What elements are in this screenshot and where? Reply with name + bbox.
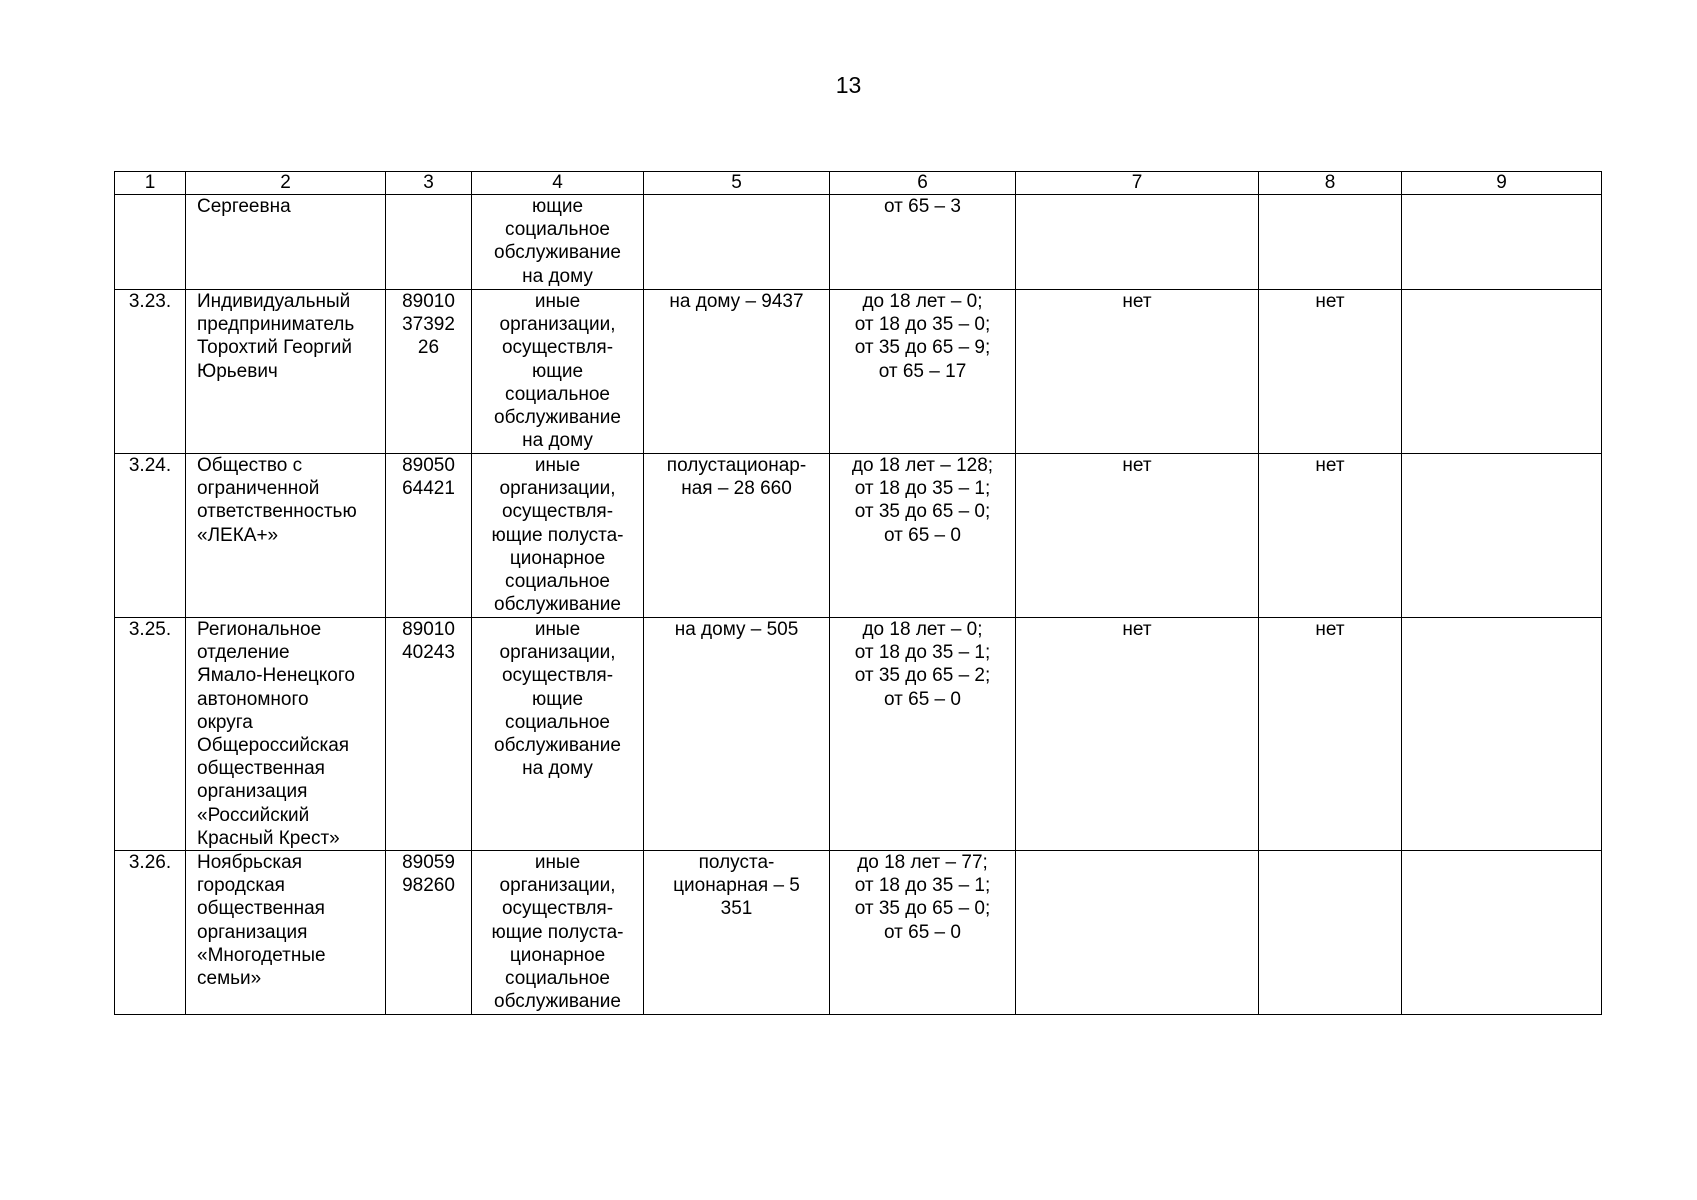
organization-name-cell: Сергеевна — [186, 195, 386, 290]
column-9-cell — [1402, 851, 1602, 1015]
column-8-cell: нет — [1259, 290, 1402, 454]
organization-type-cell: ющие социальное обслуживание на дому — [472, 195, 644, 290]
age-groups-cell: до 18 лет – 0; от 18 до 35 – 0; от 35 до 65 – 9; от 65 – 17 — [830, 290, 1016, 454]
service-form-cell: на дому – 505 — [644, 618, 830, 851]
organization-name-cell: Общество с ограниченной ответственностью «ЛЕКА+» — [186, 454, 386, 618]
service-form-cell: на дому – 9437 — [644, 290, 830, 454]
organization-name-cell: Региональное отделение Ямало-Ненецкого автономного округа Общероссийская общественная организация «Российский Красный Крест» — [186, 618, 386, 851]
inn-cell — [386, 195, 472, 290]
column-7-cell: нет — [1016, 454, 1259, 618]
organization-type-cell: иные организации, осуществля- ющие полуста- ционарное социальное обслуживание — [472, 851, 644, 1015]
row-number-cell: 3.23. — [115, 290, 186, 454]
age-groups-cell: от 65 – 3 — [830, 195, 1016, 290]
column-7-cell — [1016, 195, 1259, 290]
column-header: 3 — [386, 172, 472, 195]
column-9-cell — [1402, 195, 1602, 290]
column-7-cell — [1016, 851, 1259, 1015]
inn-cell: 89059 98260 — [386, 851, 472, 1015]
table-row — [115, 618, 1602, 851]
column-header: 4 — [472, 172, 644, 195]
page-number: 13 — [835, 72, 862, 98]
organization-name-cell: Ноябрьская городская общественная организация «Многодетные семьи» — [186, 851, 386, 1015]
column-8-cell — [1259, 195, 1402, 290]
service-form-cell: полустационар- ная – 28 660 — [644, 454, 830, 618]
row-number-cell: 3.24. — [115, 454, 186, 618]
column-9-cell — [1402, 290, 1602, 454]
table-row — [115, 195, 1602, 290]
organization-type-cell: иные организации, осуществля- ющие полуста- ционарное социальное обслуживание — [472, 454, 644, 618]
column-header: 2 — [186, 172, 386, 195]
inn-cell: 89010 40243 — [386, 618, 472, 851]
column-9-cell — [1402, 618, 1602, 851]
organization-type-cell: иные организации, осуществля- ющие социальное обслуживание на дому — [472, 618, 644, 851]
age-groups-cell: до 18 лет – 128; от 18 до 35 – 1; от 35 до 65 – 0; от 65 – 0 — [830, 454, 1016, 618]
row-number-cell: 3.25. — [115, 618, 186, 851]
column-8-cell — [1259, 851, 1402, 1015]
column-header: 1 — [115, 172, 186, 195]
row-number-cell: 3.26. — [115, 851, 186, 1015]
table-row — [115, 290, 1602, 454]
age-groups-cell: до 18 лет – 0; от 18 до 35 – 1; от 35 до 65 – 2; от 65 – 0 — [830, 618, 1016, 851]
column-9-cell — [1402, 454, 1602, 618]
inn-cell: 89010 37392 26 — [386, 290, 472, 454]
organization-type-cell: иные организации, осуществля- ющие социальное обслуживание на дому — [472, 290, 644, 454]
column-8-cell: нет — [1259, 618, 1402, 851]
column-header: 7 — [1016, 172, 1259, 195]
column-header: 5 — [644, 172, 830, 195]
table-row — [115, 454, 1602, 618]
age-groups-cell: до 18 лет – 77; от 18 до 35 – 1; от 35 до 65 – 0; от 65 – 0 — [830, 851, 1016, 1015]
row-number-cell — [115, 195, 186, 290]
service-form-cell — [644, 195, 830, 290]
table-header-row — [115, 172, 1602, 195]
column-header: 9 — [1402, 172, 1602, 195]
service-form-cell: полуста- ционарная – 5 351 — [644, 851, 830, 1015]
column-header: 8 — [1259, 172, 1402, 195]
column-8-cell: нет — [1259, 454, 1402, 618]
column-7-cell: нет — [1016, 290, 1259, 454]
column-header: 6 — [830, 172, 1016, 195]
registry-table — [114, 171, 1602, 1015]
organization-name-cell: Индивидуальный предприниматель Торохтий Георгий Юрьевич — [186, 290, 386, 454]
column-7-cell: нет — [1016, 618, 1259, 851]
table-row — [115, 851, 1602, 1015]
inn-cell: 89050 64421 — [386, 454, 472, 618]
